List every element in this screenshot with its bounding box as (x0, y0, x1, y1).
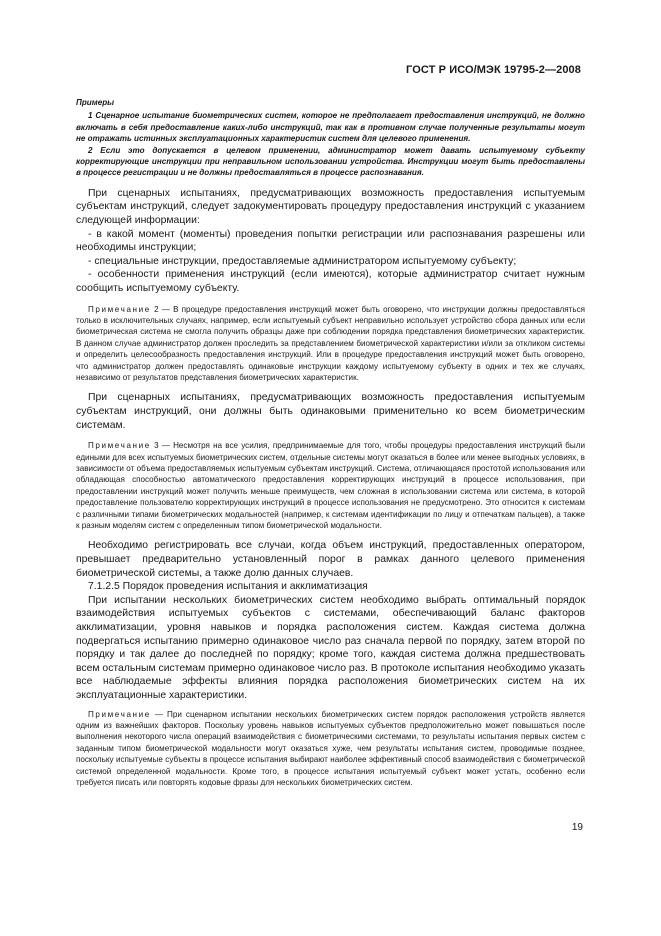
page-number: 19 (571, 822, 583, 833)
example-2: 2 Если это допускается в целевом применении, администратор может давать испытуемому субъекту корректирующие инструкции при неправильном использовании устройства. Инструкции могут быть предоставлены в процессе регистрации и не должны предоставляться в процессе распознавания. (76, 145, 585, 178)
note-2 (76, 304, 585, 384)
note-4-text: — При сценарном испытании нескольких биометрических систем порядок расположения устройств является одним из важнейших факторов. Поскольку уровень навыков испытуемых субъектов предположительно может повышаться после выполнения некоторого числа операций взаимодействия с биометрическими системами, то результаты испытания первых систем с заданным типом биометрической модальности могут оказаться хуже, чем результаты испытания систем, проводимые позднее, поскольку испытуемые субъекты в процессе испытания выбирают наиболее эффективный способ взаимодействия с биометрической системой определенной модальности. Кроме того, в процессе испытания испытуемый субъект может устать, особенно если требуется писать или повторять кодовые фразы для нескольких биометрических систем. (76, 709, 585, 788)
paragraph-register-cases: Необходимо регистрировать все случаи, когда объем инструкций, предоставленных оператором, превышает предварительно установленный порог в рамках данного целевого применения биометрической системы, а также долю данных случаев. (76, 540, 585, 579)
section-heading: 7.1.2.5 Порядок проведения испытания и акклиматизация (88, 581, 368, 593)
note-4 (76, 709, 585, 789)
list-item-3: - особенности применения инструкций (если имеются), которые администратор считает нужным сообщить испытуемому субъекту. (76, 269, 585, 294)
note-2-text: 2 — В процедуре предоставления инструкций может быть оговорено, что инструкции должны предоставляться только в исключительных случаях, например, если испытуемый субъект неправильно использует устройство сбора данных или если биометрическая система не смогла получить образцы даже при соблюдении порядка представления биометрических характеристик. В данном случае администратор должен проследить за представлением биометрической характеристики и/или за откликом системы и определить целесообразность предоставления инструкций. Или в процедуре предоставления инструкций может быть оговорено, что администратор должен предоставлять одинаковые инструкции каждому испытуемому субъекту в одних и тех же случаях, независимо от результатов представления биометрических характеристик. (76, 304, 585, 383)
example-1: 1 Сценарное испытание биометрических систем, которое не предполагает предоставления инструкций, не должно включать в себя предоставление каких-либо инструкций, так как в противном случае полученные результаты могут не отражать истинных эксплуатационных характеристик систем для целевого применения. (76, 111, 585, 144)
paragraph-uniform-instructions: При сценарных испытаниях, предусматривающих возможность предоставления испытуемым субъектам инструкций, они должны быть одинаковыми применительно ко всем биометрическим системам. (76, 392, 585, 431)
note-3 (76, 440, 585, 531)
paragraph-test-order: При испытании нескольких биометрических систем необходимо выбрать оптимальный порядок взаимодействия испытуемых субъектов с системами, обеспечивающий баланс факторов акклиматизации, уровня навыков и порядка расположения систем. Каждая система должна подвергаться испытанию примерно одинаковое число раз сначала первой по порядку, затем второй по порядку и так далее до последней по порядку; кроме того, каждая система должна предшествовать всем остальным системам примерно одинаковое число раз. В протоколе испытания необходимо указать все наблюдаемые эффекты влияния порядка расположения биометрических систем на их эксплуатационные характеристики. (76, 594, 585, 701)
list-item-2: - специальные инструкции, предоставляемые администратором испытуемому субъекту; (88, 255, 517, 267)
note-3-text: 3 — Несмотря на все усилия, предпринимаемые для того, чтобы процедуры предоставления инструкций были едиными для всех испытуемых биометрических систем, отдельные системы могут оказаться в более или менее выгодных условиях, в зависимости от объема предоставляемых испытуемым субъектам инструкций. Система, отличающаяся простотой использования или обладающая способностью автоматического предоставления корректирующих инструкций в процессе использования, при предоставлении инструкций может получить меньше преимуществ, чем сложная в использовании система или система, в которой предоставление пользователю корректирующих инструкций в процессе использования не предусмотрено. Это относится к системам с различными типами биометрических модальностей (например, к системам идентификации по лицу и отпечаткам пальцев), а также к разным моделям систем с определенным типом биометрической модальности. (76, 441, 585, 531)
note-2-label: Примечание (88, 304, 151, 314)
examples-heading: Примеры (76, 98, 115, 107)
note-4-label: Примечание (88, 709, 151, 719)
note-3-label: Примечание (88, 441, 151, 451)
page-content (76, 97, 585, 788)
standard-code-header: ГОСТ Р ИСО/МЭК 19795-2—2008 (406, 64, 581, 76)
list-item-1: - в какой момент (моменты) проведения попытки регистрации или распознавания разрешены или необходимы инструкции; (76, 228, 585, 254)
paragraph-instructions: При сценарных испытаниях, предусматривающих возможность предоставления испытуемым субъектам инструкций, следует задокументировать процедуру предоставления инструкций с указанием следующей информации: (76, 187, 585, 227)
